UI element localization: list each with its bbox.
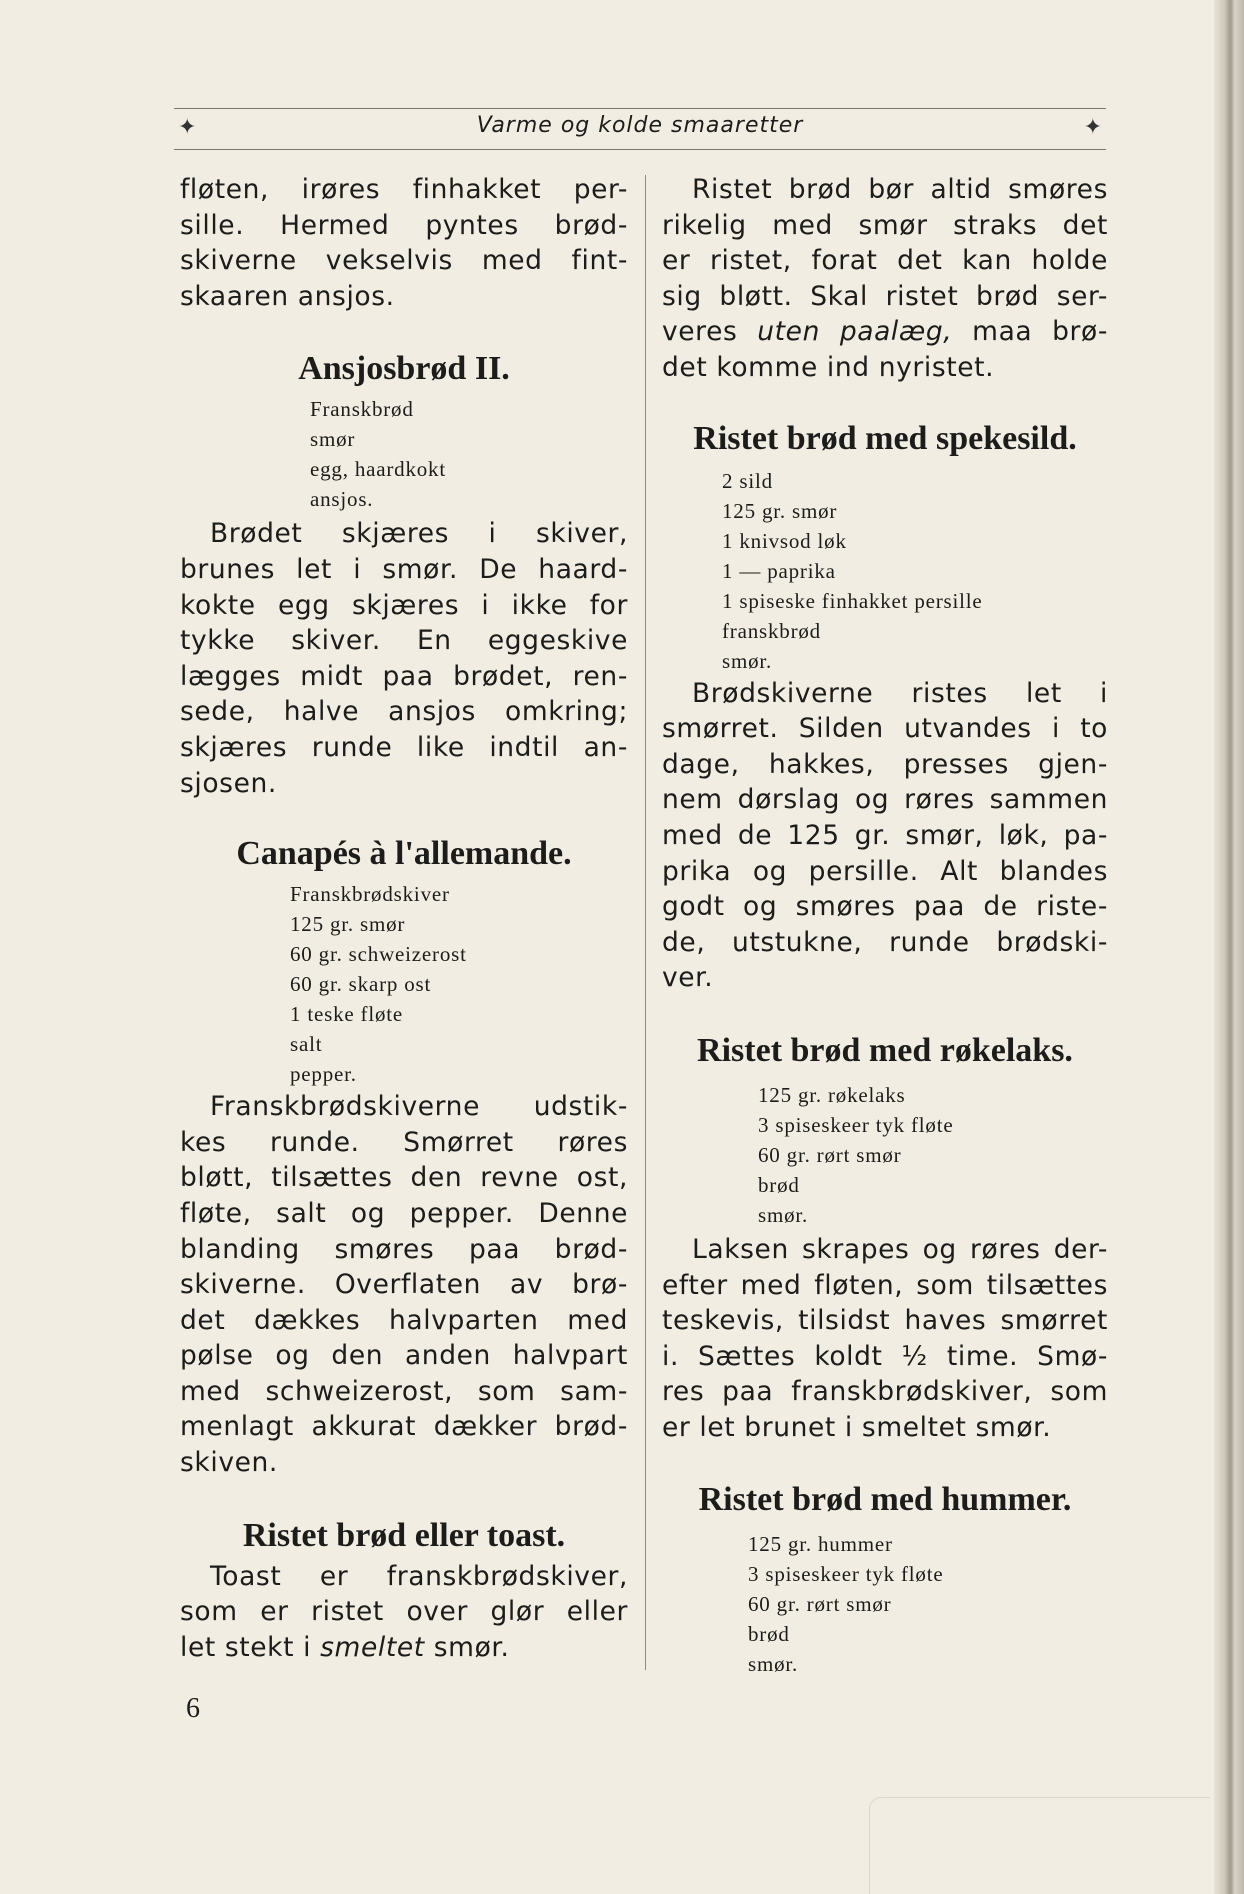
ornament-right-icon: ✦ [1083, 115, 1102, 140]
ingredient: 3 spiseskeer tyk fløte [748, 1562, 944, 1587]
ingredient-list [722, 466, 1108, 676]
ingredient: salt [290, 1032, 323, 1057]
text-line: sjosen. [180, 767, 277, 799]
text-line: det dækkes halvparten med [180, 1304, 628, 1336]
text-line: brunes let i smør. De haard- [180, 553, 628, 585]
text-line [180, 1630, 628, 1666]
text-line: Ristet brød bør altid smøres [692, 174, 1108, 205]
text-line: Brødskiverne ristes let i [692, 677, 1108, 709]
left-column [180, 172, 628, 1665]
text-line: er ristet, forat det kan holde [662, 245, 1108, 277]
text-line: skiverne vekselvis med fint- [180, 245, 628, 277]
ingredient: 60 gr. skarp ost [290, 972, 432, 997]
text-line: Laksen skrapes og røres der- [692, 1233, 1108, 1265]
right-column [662, 172, 1108, 1679]
text-line: tykke skiver. En eggeskive [180, 625, 628, 657]
ingredient: egg, haardkokt [310, 457, 446, 482]
text-line: fløten, irøres finhakket per- [180, 174, 628, 205]
running-title: Varme og kolde smaaretter [476, 113, 804, 138]
text-line: skjæres runde like indtil an- [180, 731, 628, 763]
ingredient: 1 knivsod løk [722, 528, 847, 553]
ingredient: 125 gr. smør [722, 498, 838, 523]
text-fragment: let stekt i [180, 1631, 312, 1663]
text-line: menlagt akkurat dækker brød- [180, 1411, 628, 1443]
emphasis: uten paalæg, [757, 316, 953, 348]
text-line: med schweizerost, som sam- [180, 1375, 628, 1407]
text-line: skiverne. Overflaten av brø- [180, 1269, 628, 1301]
ingredient: 125 gr. røkelaks [758, 1082, 906, 1107]
text-line: efter med fløten, som tilsættes [662, 1269, 1108, 1301]
recipe-title-hummer: Ristet brød med hummer. [698, 1481, 1072, 1519]
text-line: kes runde. Smørret røres [180, 1126, 628, 1158]
ingredient: pepper. [290, 1062, 357, 1087]
page-number: 6 [186, 1693, 200, 1724]
text-line: res paa franskbrødskiver, som [662, 1376, 1108, 1408]
page-edge [1214, 0, 1244, 1894]
text-line: teskevis, tilsidst haves smørret [662, 1305, 1108, 1337]
text-line: nem dørslag og røres sammen [662, 784, 1108, 816]
ingredient: 125 gr. hummer [748, 1532, 893, 1557]
recipe-text [662, 676, 1108, 996]
text-line: lægges midt paa brødet, ren- [180, 660, 628, 692]
ingredient: 1 spiseske finhakket persille [722, 588, 983, 613]
recipe-text [180, 1089, 628, 1481]
text-line: fløte, salt og pepper. Denne [180, 1197, 628, 1229]
text-line: Brødet skjæres i skiver, [210, 518, 628, 550]
ingredient: Franskbrød [310, 397, 414, 422]
recipe-text [180, 516, 628, 801]
ingredient: franskbrød [722, 618, 821, 643]
text-fragment: maa brø- [972, 316, 1108, 348]
recipe-title-ansjosbrod: Ansjosbrød II. [298, 350, 510, 388]
recipe-title-rokelaks: Ristet brød med røkelaks. [697, 1031, 1073, 1069]
text-line: skiven. [180, 1447, 278, 1479]
intro-paragraph [662, 172, 1108, 386]
ingredient: smør. [748, 1652, 799, 1677]
ingredient: 1 — paprika [722, 558, 836, 583]
ingredient: 60 gr. rørt smør [748, 1592, 892, 1617]
ingredient: smør [310, 427, 356, 452]
ingredient-list [748, 1529, 1108, 1679]
text-line: dage, hakkes, presses gjen- [662, 748, 1108, 780]
text-line: pølse og den anden halvpart [180, 1340, 628, 1372]
text-line: med de 125 gr. smør, løk, pa- [662, 819, 1108, 851]
ingredient: 60 gr. rørt smør [758, 1142, 902, 1167]
text-line: prika og persille. Alt blandes [662, 855, 1108, 887]
intro-paragraph [180, 172, 628, 314]
ingredient-list [290, 879, 628, 1089]
text-line: det komme ind nyristet. [662, 351, 995, 383]
ingredient: 60 gr. schweizerost [290, 942, 467, 967]
ingredient: ansjos. [310, 487, 374, 512]
ingredient: smør. [722, 648, 773, 673]
text-line: sede, halve ansjos omkring; [180, 696, 628, 728]
text-line: sille. Hermed pyntes brød- [180, 209, 628, 241]
ingredient: brød [748, 1622, 790, 1647]
text-line: blanding smøres paa brød- [180, 1233, 628, 1265]
text-line: rikelig med smør straks det [662, 209, 1108, 241]
ornament-left-icon: ✦ [178, 115, 197, 140]
column-divider [645, 175, 646, 1670]
ingredient: Franskbrødskiver [290, 882, 450, 907]
running-header [174, 108, 1106, 150]
text-line: sig bløtt. Skal ristet brød ser- [662, 280, 1108, 312]
ingredient: brød [758, 1172, 800, 1197]
text-line [662, 314, 1108, 350]
page-corner-mark [869, 1797, 1210, 1894]
ingredient-list [758, 1080, 1108, 1230]
ingredient: 125 gr. smør [290, 912, 406, 937]
recipe-title-toast: Ristet brød eller toast. [242, 1516, 566, 1554]
recipe-text [662, 1232, 1108, 1446]
text-line: Toast er franskbrødskiver, [210, 1560, 628, 1592]
text-line: som er ristet over glør eller [180, 1596, 628, 1628]
text-line: smørret. Silden utvandes i to [662, 713, 1108, 745]
ingredient: 2 sild [722, 468, 773, 493]
text-fragment: veres [662, 316, 738, 348]
recipe-title-spekesild: Ristet brød med spekesild. [693, 419, 1077, 457]
text-line: er let brunet i smeltet smør. [662, 1411, 1052, 1443]
emphasis: smeltet [320, 1631, 425, 1663]
text-line: skaaren ansjos. [180, 280, 395, 312]
text-line: Franskbrødskiverne udstik- [210, 1091, 628, 1123]
ingredient: smør. [758, 1202, 809, 1227]
recipe-text [180, 1559, 628, 1666]
recipe-title-canapes: Canapés à l'allemande. [236, 835, 572, 873]
ingredient-list [310, 394, 628, 514]
text-line: godt og smøres paa de riste- [662, 891, 1108, 923]
ingredient: 3 spiseskeer tyk fløte [758, 1112, 954, 1137]
text-line: bløtt, tilsættes den revne ost, [180, 1162, 628, 1194]
text-line: kokte egg skjæres i ikke for [180, 589, 628, 621]
text-fragment: smør. [433, 1631, 510, 1663]
ingredient: 1 teske fløte [290, 1002, 404, 1027]
text-line: de, utstukne, runde brødski- [662, 926, 1108, 958]
text-line: i. Sættes koldt ½ time. Smø- [662, 1340, 1108, 1372]
text-line: ver. [662, 962, 714, 994]
